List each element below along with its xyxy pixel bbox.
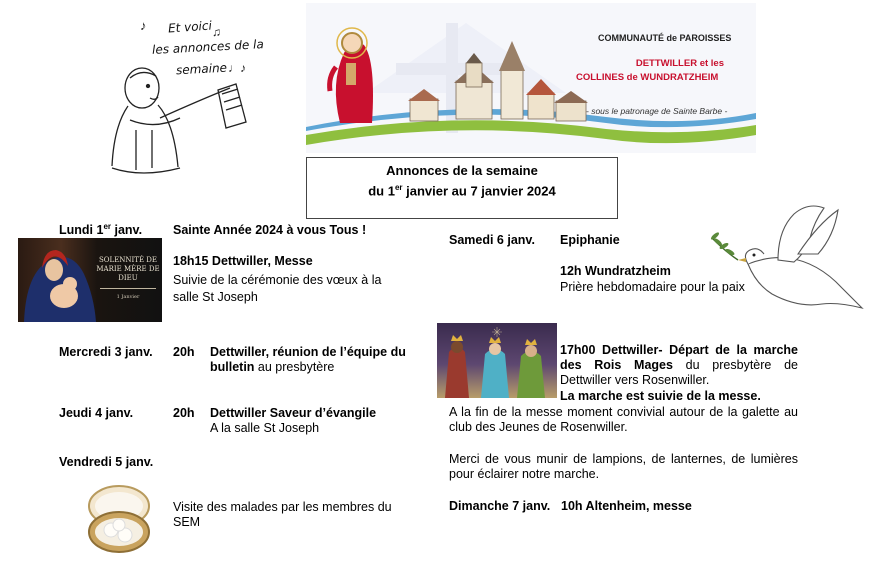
saturday-event-desc: Prière hebdomadaire pour la paix	[560, 280, 745, 294]
handwritten-line-2: les annonces de la	[151, 37, 265, 57]
sunday-event: 10h Altenheim, messe	[561, 499, 692, 513]
kings-mass-note: La marche est suivie de la messe.	[560, 389, 761, 403]
title-line-2: du 1er janvier au 7 janvier 2024	[368, 183, 556, 199]
title-line-1: Annonces de la semaine	[386, 163, 538, 178]
handwritten-line-3: semaine	[175, 60, 228, 78]
wednesday-time: 20h	[173, 345, 195, 359]
sunday-label: Dimanche 7 janv.	[449, 499, 551, 513]
solennite-date: 1 Janvier	[116, 294, 140, 300]
monday-event-desc: Suivie de la cérémonie des vœux à la salle St Joseph	[173, 273, 382, 304]
thursday-desc: A la salle St Joseph	[210, 421, 320, 435]
music-note-icon: ♫	[212, 25, 221, 39]
wednesday-label: Mercredi 3 janv.	[59, 345, 153, 359]
pyx-icon	[85, 480, 153, 556]
wednesday-event: Dettwiller, réunion de l’équipe du bulletin au presbytère	[210, 345, 406, 374]
music-note-icon: ♩♪	[228, 61, 246, 75]
kings-lanterns-text: Merci de vous munir de lampions, de lanternes, de lumières pour éclairer notre marche.	[449, 452, 798, 481]
kings-announcement: 17h00 Dettwiller- Départ de la marche des Rois Mages du presbytère de Dettwiller vers Rosenwiller.	[560, 343, 798, 387]
kings-convivial-text: A la fin de la messe moment convivial autour de la galette au club des Jeunes de Rosenwiller.	[449, 405, 798, 434]
priest-sketch-icon	[100, 10, 270, 182]
three-kings-icon	[437, 323, 557, 398]
thursday-time: 20h	[173, 406, 195, 420]
friday-desc: Visite des malades par les membres du SEM	[173, 500, 392, 529]
saturday-event-title: 12h Wundratzheim	[560, 264, 671, 278]
community-line-2: DETTWILLER et les	[635, 58, 724, 69]
monday-event-title: 18h15 Dettwiller, Messe	[173, 254, 313, 268]
friday-label: Vendredi 5 janv.	[59, 455, 154, 469]
community-line-1: COMMUNAUTÉ de PAROISSES	[598, 33, 732, 43]
handwritten-line-1: Et voici	[167, 18, 213, 36]
singing-priest-illustration	[100, 10, 270, 182]
solennite-caption: SOLENNITÉ DE MARIE MÈRE DE DIEU	[96, 256, 160, 282]
solennite-marie-image	[18, 238, 162, 322]
monday-label: Lundi 1er janv.	[59, 222, 143, 238]
thursday-title: Dettwiller Saveur d’évangile	[210, 406, 377, 420]
three-kings-image	[437, 323, 557, 398]
communion-pyx-image	[85, 480, 153, 556]
thursday-label: Jeudi 4 janv.	[59, 406, 134, 420]
saturday-label: Samedi 6 janv.	[449, 233, 535, 247]
peace-dove-image	[708, 204, 866, 320]
music-note-icon: ♪	[140, 18, 147, 33]
saturday-feast: Epiphanie	[560, 233, 620, 247]
patronage-line: - sous le patronage de Sainte Barbe -	[586, 106, 728, 116]
community-line-3: COLLINES de WUNDRATZHEIM	[576, 72, 719, 83]
title-box	[306, 157, 618, 219]
dove-icon	[708, 204, 866, 320]
madonna-icon	[18, 238, 98, 322]
monday-headline: Sainte Année 2024 à vous Tous !	[173, 223, 367, 237]
